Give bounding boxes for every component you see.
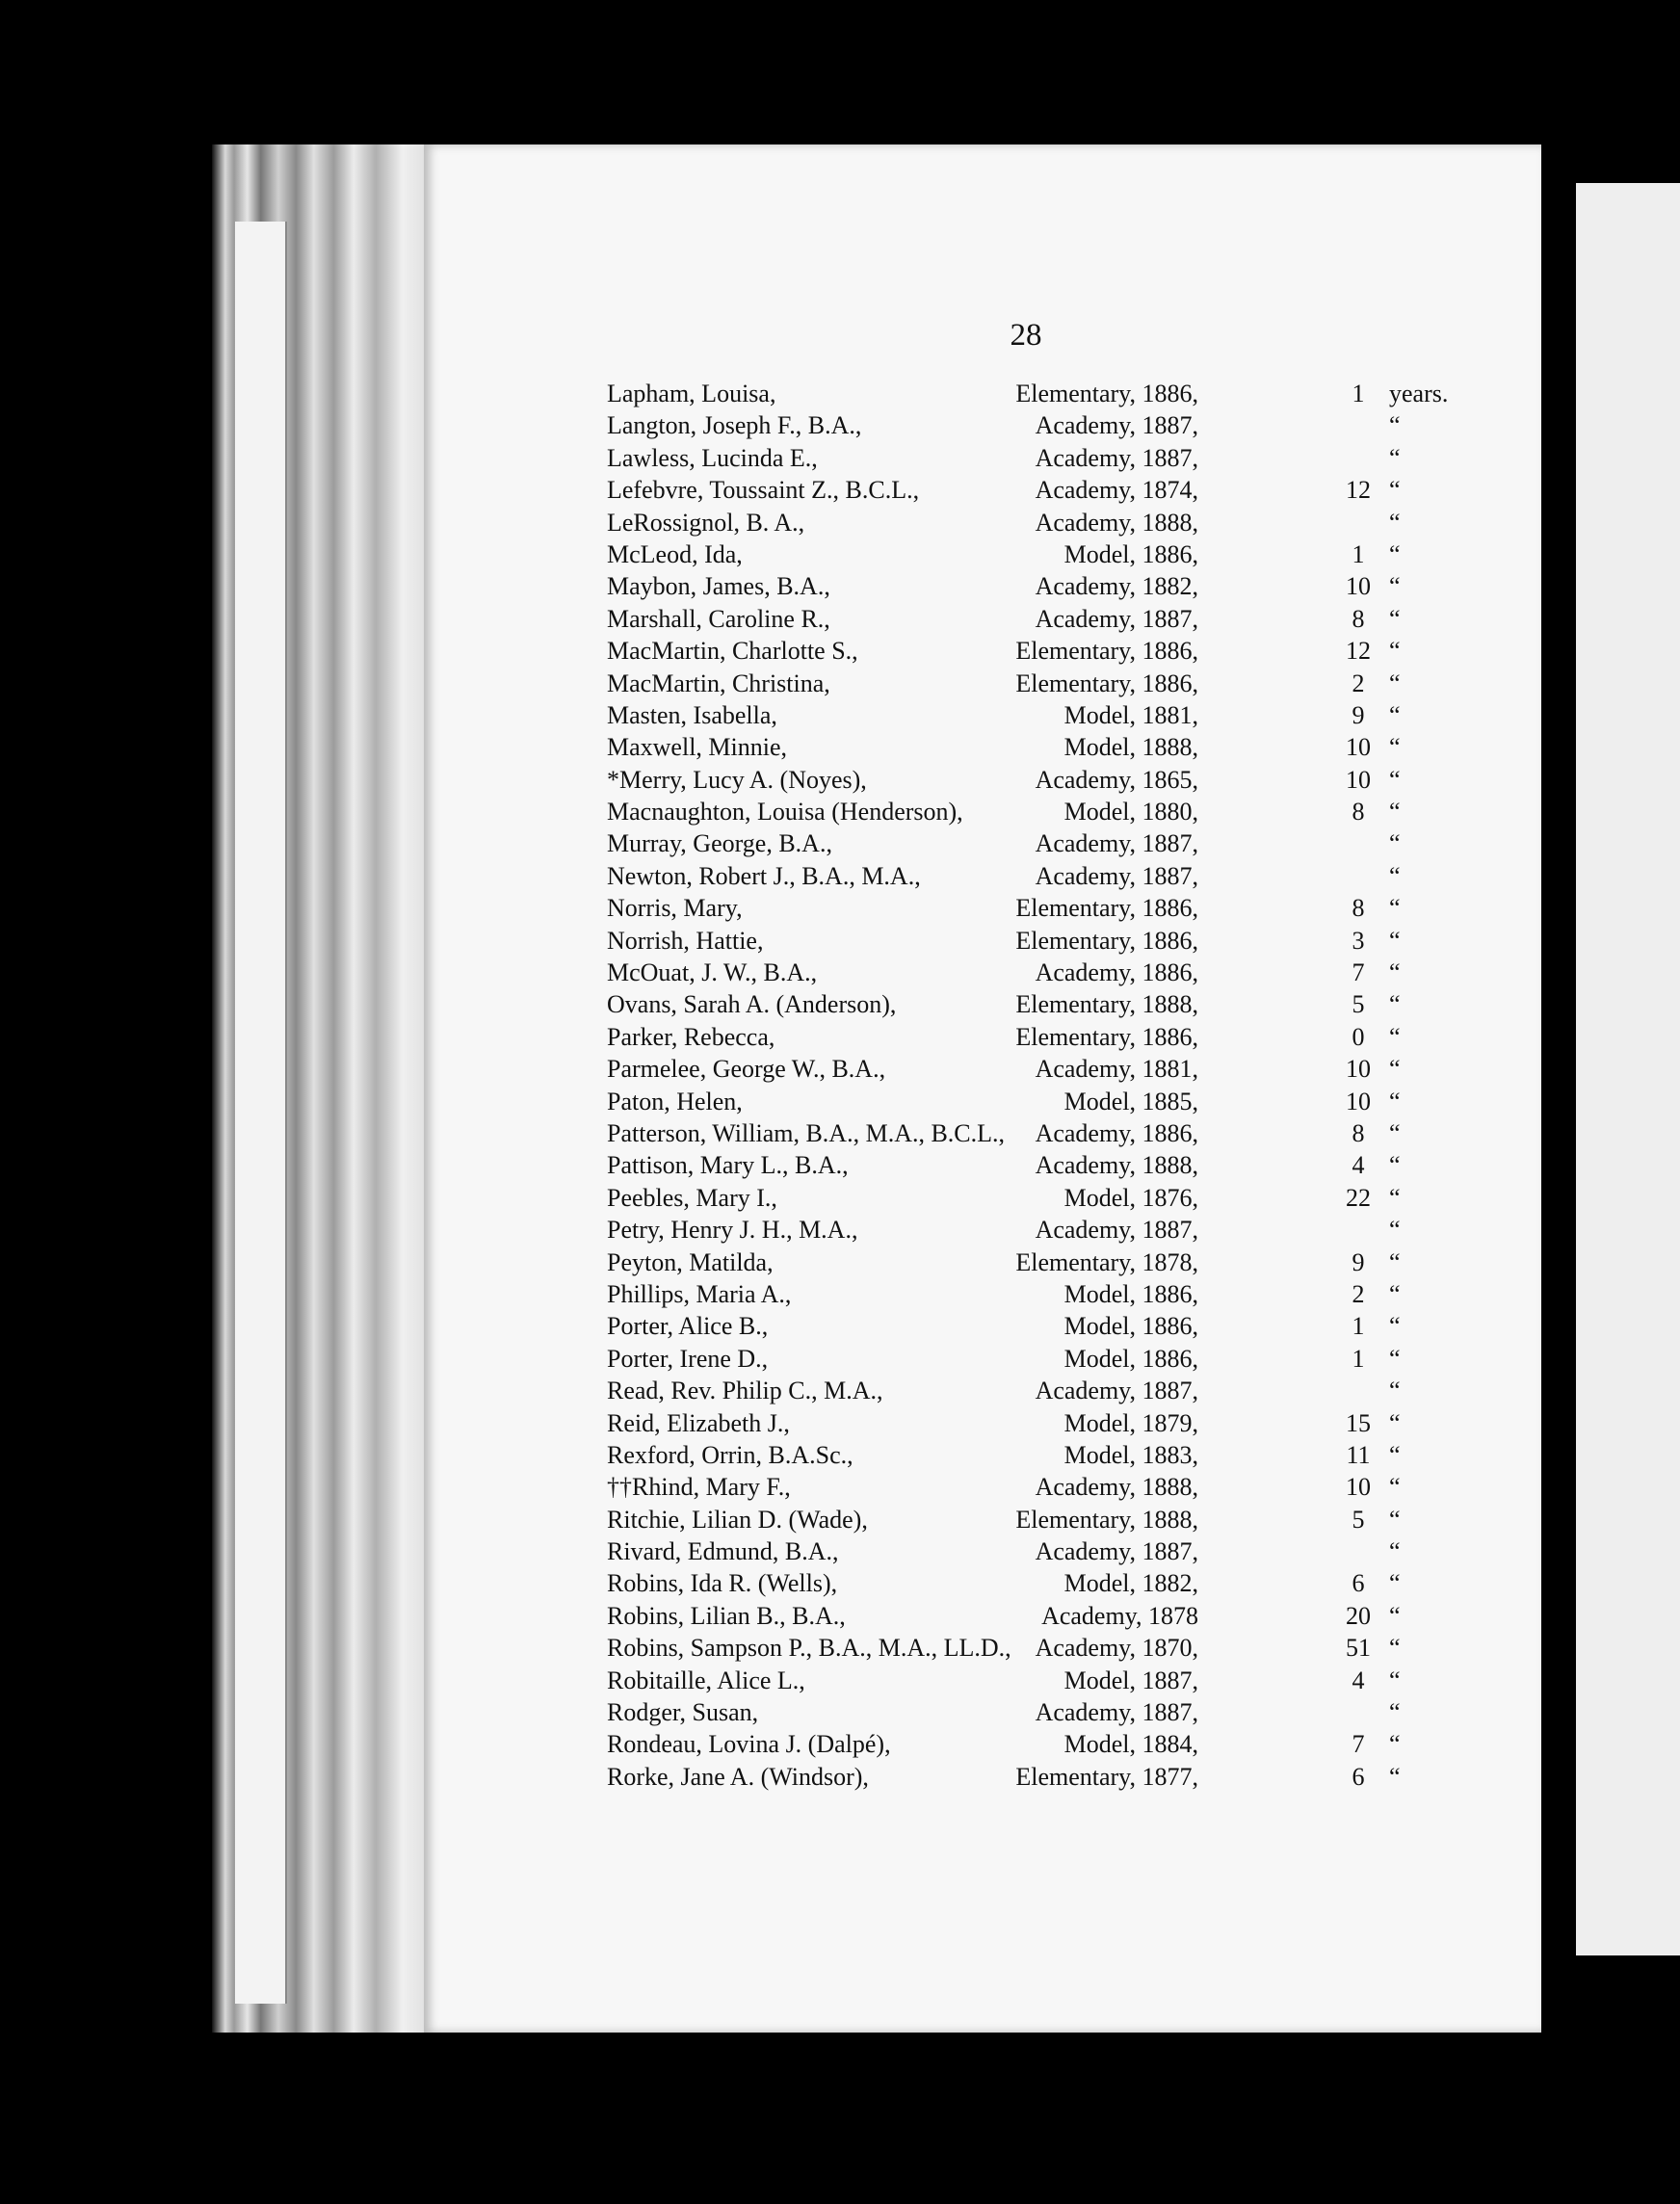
entry-school-year: Elementary, 1886, <box>1015 380 1198 407</box>
entry-years: 1 <box>1352 1344 1365 1373</box>
register-entry <box>588 798 1455 829</box>
entry-name: Read, Rev. Philip C., M.A., <box>607 1377 883 1405</box>
entry-school-year: Model, 1886, <box>1063 1312 1198 1341</box>
entry-unit: “ <box>1389 958 1401 987</box>
entry-unit: “ <box>1389 1730 1401 1759</box>
entry-years: 1 <box>1352 1312 1365 1341</box>
entry-unit: “ <box>1389 894 1401 923</box>
register-entry <box>588 605 1455 637</box>
register-entry <box>588 380 1455 411</box>
register-entry <box>588 1280 1455 1312</box>
entry-school-year: Elementary, 1886, <box>1015 669 1198 697</box>
entry-school-year: Academy, 1887, <box>1035 1698 1198 1727</box>
register-entry <box>588 1312 1455 1344</box>
entry-name: McLeod, Ida, <box>607 539 743 568</box>
entry-school-year: Model, 1881, <box>1063 700 1198 729</box>
entry-school-year: Academy, 1870, <box>1035 1634 1198 1663</box>
entry-school-year: Academy, 1887, <box>1035 1216 1198 1245</box>
entry-years: 3 <box>1352 926 1365 955</box>
entry-unit: “ <box>1389 829 1401 858</box>
entry-school-year: Academy, 1887, <box>1035 861 1198 890</box>
register-entry <box>588 1730 1455 1762</box>
entry-unit: “ <box>1389 1183 1401 1212</box>
entry-school-year: Academy, 1888, <box>1035 1473 1198 1502</box>
entry-school-year: Academy, 1874, <box>1035 476 1198 505</box>
entry-name: Porter, Alice B., <box>607 1312 769 1341</box>
entry-unit: “ <box>1389 1312 1401 1341</box>
entry-unit: “ <box>1389 1698 1401 1727</box>
entry-unit: “ <box>1389 1377 1401 1405</box>
entry-name: Paton, Helen, <box>607 1087 743 1115</box>
register-entry <box>588 1569 1455 1601</box>
entry-years: 1 <box>1352 539 1365 568</box>
entry-name: Macnaughton, Louisa (Henderson), <box>607 798 963 826</box>
entry-unit: “ <box>1389 1087 1401 1115</box>
register-entry <box>588 1409 1455 1441</box>
register-entry <box>588 990 1455 1022</box>
entry-school-year: Model, 1879, <box>1063 1408 1198 1437</box>
entry-school-year: Model, 1888, <box>1063 733 1198 762</box>
entry-school-year: Elementary, 1888, <box>1015 1505 1198 1534</box>
entry-school-year: Model, 1887, <box>1063 1666 1198 1694</box>
entry-unit: “ <box>1389 990 1401 1019</box>
entry-school-year: Academy, 1886, <box>1035 1118 1198 1147</box>
entry-name: Maybon, James, B.A., <box>607 572 830 601</box>
entry-name: Phillips, Maria A., <box>607 1279 792 1308</box>
entry-school-year: Model, 1886, <box>1063 1344 1198 1373</box>
register-entry <box>588 411 1455 443</box>
register-list <box>588 380 1455 1795</box>
entry-unit: “ <box>1389 1118 1401 1147</box>
entry-unit: “ <box>1389 1569 1401 1598</box>
entry-unit: “ <box>1389 1055 1401 1084</box>
entry-school-year: Academy, 1887, <box>1035 443 1198 472</box>
entry-name: Peyton, Matilda, <box>607 1247 774 1276</box>
entry-name: Rexford, Orrin, B.A.Sc., <box>607 1440 853 1469</box>
entry-unit: “ <box>1389 604 1401 633</box>
register-entry <box>588 1473 1455 1505</box>
entry-unit: “ <box>1389 765 1401 794</box>
register-entry <box>588 1088 1455 1119</box>
entry-school-year: Elementary, 1886, <box>1015 926 1198 955</box>
entry-school-year: Model, 1876, <box>1063 1183 1198 1212</box>
entry-school-year: Academy, 1881, <box>1035 1055 1198 1084</box>
register-entry <box>588 1666 1455 1698</box>
register-entry <box>588 1216 1455 1247</box>
register-entry <box>588 1506 1455 1537</box>
entry-name: Parmelee, George W., B.A., <box>607 1055 886 1084</box>
entry-name: Reid, Elizabeth J., <box>607 1408 790 1437</box>
entry-unit: “ <box>1389 1473 1401 1502</box>
register-entry <box>588 1023 1455 1055</box>
entry-unit: “ <box>1389 1440 1401 1469</box>
register-entry <box>588 1119 1455 1151</box>
entry-name: Marshall, Caroline R., <box>607 604 830 633</box>
entry-name: Langton, Joseph F., B.A., <box>607 411 862 440</box>
entry-name: Patterson, William, B.A., M.A., B.C.L., <box>607 1118 1006 1147</box>
entry-school-year: Elementary, 1877, <box>1015 1762 1198 1791</box>
entry-school-year: Model, 1886, <box>1063 539 1198 568</box>
entry-years: 15 <box>1346 1408 1371 1437</box>
entry-years: 7 <box>1352 958 1365 987</box>
entry-school-year: Academy, 1887, <box>1035 411 1198 440</box>
register-entry <box>588 1537 1455 1569</box>
entry-unit: “ <box>1389 1666 1401 1694</box>
register-entry <box>588 894 1455 926</box>
entry-unit: “ <box>1389 1216 1401 1245</box>
entry-name: *Merry, Lucy A. (Noyes), <box>607 765 867 794</box>
entry-name: Robins, Ida R. (Wells), <box>607 1569 838 1598</box>
entry-unit: “ <box>1389 476 1401 505</box>
entry-unit: “ <box>1389 637 1401 666</box>
entry-name: Robins, Sampson P., B.A., M.A., LL.D., <box>607 1634 1011 1663</box>
register-entry <box>588 766 1455 798</box>
entry-years: 4 <box>1352 1666 1365 1694</box>
entry-school-year: Model, 1885, <box>1063 1087 1198 1115</box>
entry-school-year: Elementary, 1888, <box>1015 990 1198 1019</box>
entry-name: ††Rhind, Mary F., <box>607 1473 791 1502</box>
entry-years: 22 <box>1346 1183 1371 1212</box>
entry-unit: “ <box>1389 572 1401 601</box>
entry-unit: “ <box>1389 1762 1401 1791</box>
entry-years: 10 <box>1346 572 1371 601</box>
entry-years: 4 <box>1352 1151 1365 1180</box>
entry-unit: “ <box>1389 1537 1401 1566</box>
entry-school-year: Academy, 1887, <box>1035 829 1198 858</box>
entry-name: Parker, Rebecca, <box>607 1022 775 1051</box>
entry-years: 8 <box>1352 798 1365 826</box>
entry-school-year: Elementary, 1886, <box>1015 637 1198 666</box>
entry-name: Newton, Robert J., B.A., M.A., <box>607 861 921 890</box>
entry-unit: “ <box>1389 1344 1401 1373</box>
entry-years: 2 <box>1352 1279 1365 1308</box>
entry-school-year: Academy, 1886, <box>1035 958 1198 987</box>
entry-years: 12 <box>1346 476 1371 505</box>
page-edge-strip <box>235 222 287 2004</box>
register-entry <box>588 1151 1455 1183</box>
entry-school-year: Elementary, 1886, <box>1015 894 1198 923</box>
entry-years: 10 <box>1346 1087 1371 1115</box>
entry-school-year: Academy, 1882, <box>1035 572 1198 601</box>
entry-years: 7 <box>1352 1730 1365 1759</box>
entry-name: Ovans, Sarah A. (Anderson), <box>607 990 897 1019</box>
entry-years: 9 <box>1352 1247 1365 1276</box>
entry-unit: “ <box>1389 926 1401 955</box>
entry-unit: “ <box>1389 733 1401 762</box>
entry-unit: “ <box>1389 1634 1401 1663</box>
entry-years: 5 <box>1352 990 1365 1019</box>
entry-school-year: Academy, 1888, <box>1035 508 1198 537</box>
entry-name: Murray, George, B.A., <box>607 829 832 858</box>
register-entry <box>588 669 1455 701</box>
entry-unit: years. <box>1389 380 1449 407</box>
entry-years: 2 <box>1352 669 1365 697</box>
entry-unit: “ <box>1389 1505 1401 1534</box>
entry-school-year: Model, 1882, <box>1063 1569 1198 1598</box>
entry-name: Lawless, Lucinda E., <box>607 443 818 472</box>
entry-name: Lapham, Louisa, <box>607 380 776 407</box>
entry-school-year: Model, 1880, <box>1063 798 1198 826</box>
register-entry <box>588 1763 1455 1795</box>
entry-name: MacMartin, Charlotte S., <box>607 637 858 666</box>
entry-school-year: Elementary, 1886, <box>1015 1022 1198 1051</box>
entry-school-year: Academy, 1888, <box>1035 1151 1198 1180</box>
entry-school-year: Model, 1886, <box>1063 1279 1198 1308</box>
facing-page-sliver <box>1576 183 1680 1955</box>
entry-name: Norrish, Hattie, <box>607 926 764 955</box>
entry-years: 11 <box>1346 1440 1371 1469</box>
entry-years: 10 <box>1346 765 1371 794</box>
entry-name: Porter, Irene D., <box>607 1344 769 1373</box>
entry-name: Ritchie, Lilian D. (Wade), <box>607 1505 868 1534</box>
register-entry <box>588 1184 1455 1216</box>
page-number: 28 <box>1010 318 1042 353</box>
entry-years: 51 <box>1346 1634 1371 1663</box>
entry-unit: “ <box>1389 1279 1401 1308</box>
entry-years: 8 <box>1352 894 1365 923</box>
entry-name: Peebles, Mary I., <box>607 1183 777 1212</box>
entry-unit: “ <box>1389 798 1401 826</box>
entry-name: Masten, Isabella, <box>607 700 777 729</box>
register-entry <box>588 958 1455 990</box>
entry-unit: “ <box>1389 443 1401 472</box>
register-entry <box>588 637 1455 669</box>
entry-years: 5 <box>1352 1505 1365 1534</box>
entry-name: Robins, Lilian B., B.A., <box>607 1601 846 1630</box>
entry-unit: “ <box>1389 508 1401 537</box>
register-entry <box>588 444 1455 476</box>
entry-unit: “ <box>1389 1247 1401 1276</box>
register-entry <box>588 1441 1455 1473</box>
entry-years: 6 <box>1352 1762 1365 1791</box>
register-entry <box>588 829 1455 861</box>
entry-years: 0 <box>1352 1022 1365 1051</box>
register-entry <box>588 1345 1455 1377</box>
entry-unit: “ <box>1389 1601 1401 1630</box>
entry-unit: “ <box>1389 861 1401 890</box>
register-entry <box>588 927 1455 958</box>
entry-unit: “ <box>1389 411 1401 440</box>
entry-unit: “ <box>1389 700 1401 729</box>
register-entry <box>588 1634 1455 1666</box>
register-entry <box>588 862 1455 894</box>
register-entry <box>588 572 1455 604</box>
register-entry <box>588 1602 1455 1634</box>
register-entry <box>588 701 1455 733</box>
register-entry <box>588 509 1455 540</box>
entry-name: LeRossignol, B. A., <box>607 508 805 537</box>
entry-years: 6 <box>1352 1569 1365 1598</box>
entry-name: Rorke, Jane A. (Windsor), <box>607 1762 869 1791</box>
entry-years: 10 <box>1346 1473 1371 1502</box>
entry-school-year: Academy, 1887, <box>1035 1377 1198 1405</box>
entry-school-year: Model, 1883, <box>1063 1440 1198 1469</box>
entry-unit: “ <box>1389 1408 1401 1437</box>
entry-name: Lefebvre, Toussaint Z., B.C.L., <box>607 476 920 505</box>
entry-unit: “ <box>1389 1022 1401 1051</box>
entry-school-year: Elementary, 1878, <box>1015 1247 1198 1276</box>
entry-name: Norris, Mary, <box>607 894 743 923</box>
register-entry <box>588 1055 1455 1087</box>
entry-name: Pattison, Mary L., B.A., <box>607 1151 849 1180</box>
entry-school-year: Academy, 1878 <box>1041 1601 1198 1630</box>
entry-unit: “ <box>1389 1151 1401 1180</box>
entry-school-year: Academy, 1865, <box>1035 765 1198 794</box>
entry-name: Rodger, Susan, <box>607 1698 759 1727</box>
register-entry <box>588 476 1455 508</box>
entry-years: 1 <box>1352 380 1365 407</box>
entry-unit: “ <box>1389 539 1401 568</box>
entry-years: 12 <box>1346 637 1371 666</box>
register-entry <box>588 1698 1455 1730</box>
entry-name: McOuat, J. W., B.A., <box>607 958 818 987</box>
entry-unit: “ <box>1389 669 1401 697</box>
entry-name: Rondeau, Lovina J. (Dalpé), <box>607 1730 891 1759</box>
entry-school-year: Academy, 1887, <box>1035 604 1198 633</box>
entry-school-year: Model, 1884, <box>1063 1730 1198 1759</box>
entry-school-year: Academy, 1887, <box>1035 1537 1198 1566</box>
register-entry <box>588 540 1455 572</box>
register-entry <box>588 733 1455 765</box>
entry-years: 8 <box>1352 1118 1365 1147</box>
entry-years: 9 <box>1352 700 1365 729</box>
entry-name: Robitaille, Alice L., <box>607 1666 805 1694</box>
register-entry <box>588 1248 1455 1280</box>
entry-years: 10 <box>1346 733 1371 762</box>
entry-years: 8 <box>1352 604 1365 633</box>
entry-name: Rivard, Edmund, B.A., <box>607 1537 839 1566</box>
entry-years: 20 <box>1346 1601 1371 1630</box>
entry-years: 10 <box>1346 1055 1371 1084</box>
entry-name: Petry, Henry J. H., M.A., <box>607 1216 858 1245</box>
entry-name: Maxwell, Minnie, <box>607 733 788 762</box>
entry-name: MacMartin, Christina, <box>607 669 830 697</box>
gutter <box>1541 144 1576 2033</box>
register-entry <box>588 1377 1455 1408</box>
